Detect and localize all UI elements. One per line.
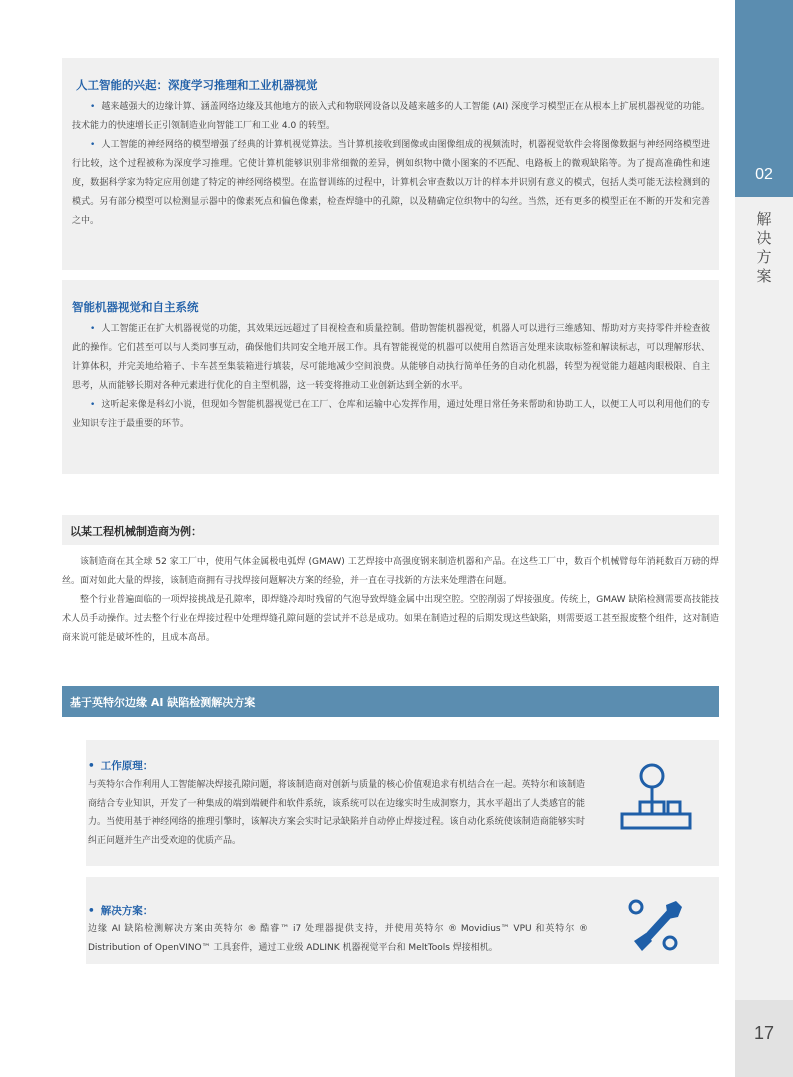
chapter-title-char: 案 <box>756 267 772 285</box>
bullet-icon: • <box>88 905 95 917</box>
bullet-icon: • <box>88 760 95 772</box>
solution-text: 边缘 AI 缺陷检测解决方案由英特尔 ® 酷睿™ i7 处理器提供支持，并使用英特尔 ® Movidius™ VPU 和英特尔 ® Distribution of OpenVINO™ 工具套件，通过工业级 ADLINK 机器视觉平台和 MeltTools 焊接相机。 <box>88 924 588 953</box>
section-smart-vision <box>62 280 719 474</box>
bullet-icon: • <box>90 140 96 150</box>
paragraph: • 这听起来像是科幻小说，但现如今智能机器视觉已在工厂、仓库和运输中心发挥作用，通过处理日常任务来帮助和协助工人，以便工人可以利用他们的专业知识专注于最重要的环节。 <box>72 400 710 429</box>
wrench-icon <box>626 897 686 961</box>
joystick-icon <box>618 762 694 838</box>
chapter-title-char: 方 <box>756 248 772 266</box>
paragraph: • 越来越强大的边缘计算、涵盖网络边缘及其他地方的嵌入式和物联网设备以及越来越多的人工智能 (AI) 深度学习模型正在从根本上扩展机器视觉的功能。技术能力的快速增长正引领制造业向智能工厂和工业 4.0 的转型。 <box>72 102 710 131</box>
chapter-title-char: 决 <box>756 229 772 247</box>
section-ai-rise <box>62 58 719 270</box>
how-it-works-text: 与英特尔合作利用人工智能解决焊接孔隙问题，将该制造商对创新与质量的核心价值观追求有机结合在一起。英特尔和该制造商结合专业知识，开发了一种集成的端到端硬件和软件系统，该系统可以在边缘实时生成洞察力，其水平超出了人类感官的能力。当使用基于神经网络的推理引擎时，该解决方案会实时记录缺陷并自动停止焊接过程。该自动化系统使该制造商能够实时纠正问题并生产出受欢迎的优质产品。 <box>88 780 585 846</box>
page-number-box <box>735 1000 793 1077</box>
chapter-sidebar <box>735 0 793 1077</box>
paragraph: • 人工智能的神经网络的模型增强了经典的计算机视觉算法。当计算机接收到图像或由图像组成的视频流时，机器视觉软件会将图像数据与神经网络模型进行比较，这个过程被称为深度学习推理。它使计算机能够识别非常细微的差异，例如织物中微小图案的不匹配、电路板上的微观缺陷等。为了提高准确性和速度，数据科学家为特定应用创建了特定的神经网络模型。在监督训练的过程中，计算机会审查数以万计的样本并识别有意义的模式，包括人类可能无法检测到的模式。另有部分模型可以检测显示器中的像素死点和偏色像素，检查焊缝中的孔隙，以及精确定位织物中的勾丝。当然，还有更多的模型正在不断的开发和完善之中。 <box>72 140 710 226</box>
solution-box <box>86 877 719 964</box>
bullet-icon: • <box>90 324 96 334</box>
chapter-title <box>735 210 793 286</box>
banner-title: 基于英特尔边缘 AI 缺陷检测解决方案 <box>70 696 256 709</box>
example-title: 以某工程机械制造商为例： <box>70 525 202 538</box>
solution-title: • 解决方案： <box>88 905 154 917</box>
chapter-number: 02 <box>755 166 773 183</box>
paragraph: 该制造商在其全球 52 家工厂中，使用气体金属极电弧焊 (GMAW) 工艺焊接中高强度钢来制造机器和产品。在这些工厂中，数百个机械臂每年消耗数百万磅的焊丝。面对如此大量的焊接，该制造商拥有寻找焊接问题解决方案的经验，并一直在寻找新的方法来处理潜在问题。 <box>62 557 719 586</box>
example-heading-box <box>62 515 719 545</box>
page-number: 17 <box>753 1023 775 1043</box>
solution-banner <box>62 686 719 717</box>
chapter-title-char: 解 <box>756 210 772 228</box>
how-it-works-box <box>86 740 719 866</box>
bullet-icon: • <box>90 102 96 112</box>
section-body <box>72 320 710 434</box>
section-body <box>72 98 710 231</box>
section-title: 智能机器视觉和自主系统 <box>72 300 199 314</box>
example-body <box>62 553 719 648</box>
paragraph: • 人工智能正在扩大机器视觉的功能，其效果远远超过了目视检查和质量控制。借助智能机器视觉，机器人可以进行三维感知、帮助对方夹持零件并检查彼此的操作。它们甚至可以与人类同事互动，确保他们共同安全地开展工作。具有智能视觉的机器可以使用自然语言处理来读取标签和解读标志，可以理解形状、计算体积，并完美地给箱子、卡车甚至集装箱进行填装，尽可能地减少空间浪费。从能够自动执行简单任务的自动化机器，转型为视觉能力超越肉眼极限、自主思考，从而能够长期对各种元素进行优化的自主型机器，这一转变将推动工业创新达到全新的水平。 <box>72 324 710 391</box>
section-title: 人工智能的兴起：深度学习推理和工业机器视觉 <box>76 78 318 92</box>
paragraph: 整个行业普遍面临的一项焊接挑战是孔隙率，即焊缝冷却时残留的气泡导致焊缝金属中出现空腔。空腔削弱了焊接强度。传统上，GMAW 缺陷检测需要高技能技术人员手动操作。过去整个行业在焊接过程中处理焊缝孔隙问题的尝试并不总是成功。如果在制造过程的后期发现这些缺陷，则需要返工甚至报废整个组件，这对制造商来说可能是破坏性的，且成本高昂。 <box>62 595 720 643</box>
how-it-works-title: • 工作原理： <box>88 760 154 772</box>
bullet-icon: • <box>90 400 96 410</box>
